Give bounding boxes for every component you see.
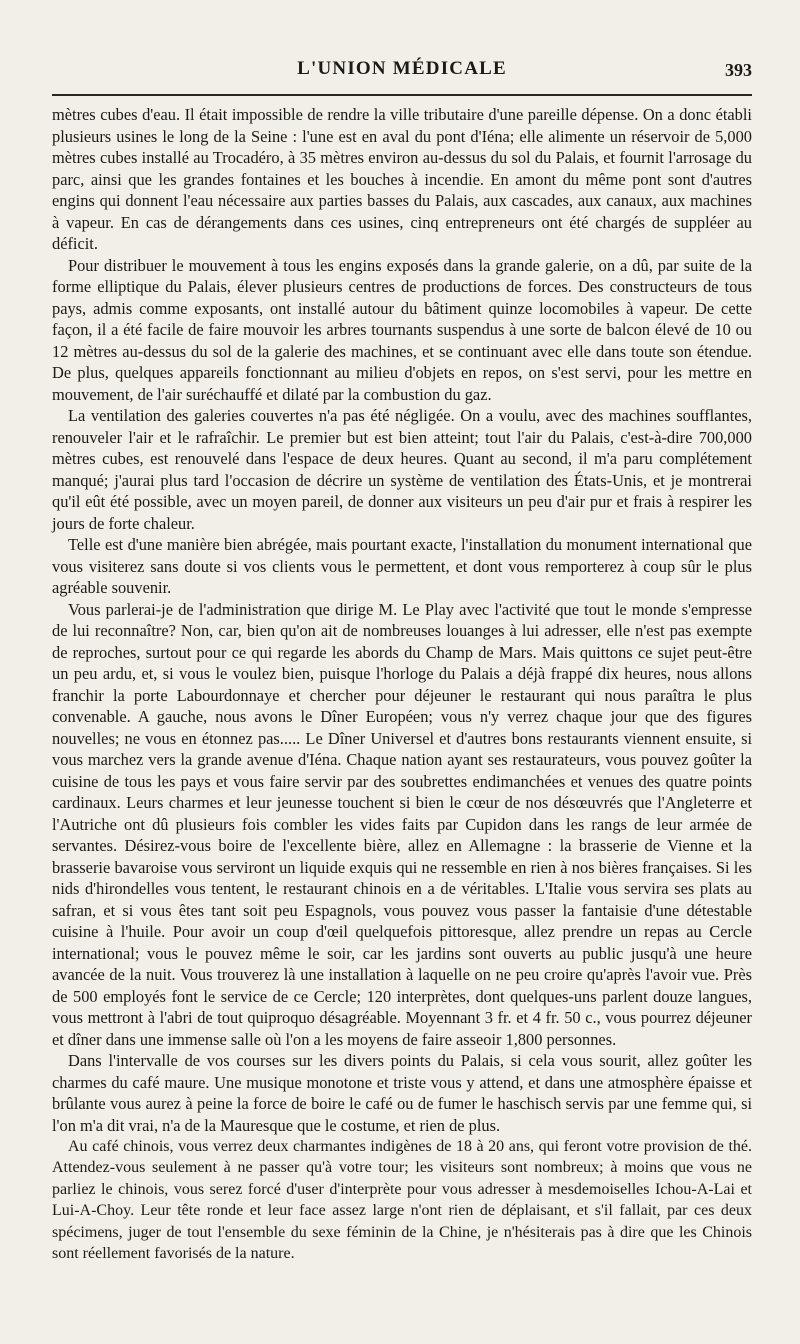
running-title: L'UNION MÉDICALE	[297, 58, 507, 79]
running-head	[52, 58, 752, 86]
header-rule	[52, 94, 752, 96]
paragraph-water-supply: mètres cubes d'eau. Il était impossible de rendre la ville tributaire d'une pareille dépense. On a donc établi plusieurs usines le long de la Seine : l'une est en aval du pont d'Iéna; elle alimente un réservoir de 5,000 mètres cubes installé au Trocadéro, à 35 mètres environ au-dessus du sol du Palais, et fournit l'arrosage du parc, ainsi que les grandes fontaines et les bouches à incendie. En amont du même pont sont d'autres engins qui donnent l'eau nécessaire aux parties basses du Palais, aux cascades, aux canaux, aux machines à vapeur. En cas de dérangements dans ces usines, cinq entrepreneurs ont été chargés de suppléer au déficit.	[52, 105, 752, 253]
paragraph-summary: Telle est d'une manière bien abrégée, mais pourtant exacte, l'installation du monument international que vous visiterez sans doute si vos clients vous le permettent, et dont vous remporterez à coup sûr le plus agréable souvenir.	[52, 535, 752, 597]
paragraph-power-distribution: Pour distribuer le mouvement à tous les engins exposés dans la grande galerie, on a dû, par suite de la forme elliptique du Palais, élever plusieurs centres de productions de forces. Des constructeurs de tous pays, admis comme exposants, ont installé autour du bâtiment quinze locomobiles à vapeur. De cette façon, il a été facile de faire mouvoir les arbres tournants suspendus à une sorte de balcon élevé de 10 ou 12 mètres au-dessus du sol de la galerie des machines, et se continuant avec elle dans toute son étendue. De plus, quelques appareils fonctionnant au milieu d'objets en repos, on s'est servi, pour les mettre en mouvement, de l'air suréchauffé et dilaté par la combustion du gaz.	[52, 255, 752, 404]
paragraph-restaurants: Vous parlerai-je de l'administration que dirige M. Le Play avec l'activité que tout le monde s'empresse de lui reconnaître? Non, car, bien qu'on ait de nombreuses louanges à lui adresser, elle n'est pas exempte de reproches, surtout pour ce qui regarde les abords du Champ de Mars. Mais quittons ce sujet peut-être un peu ardu, et, si vous le voulez bien, puisque l'horloge du Palais a déjà frappé dix heures, nous allons franchir la porte Labourdonnaye et chercher pour déjeuner le restaurant qui nous paraîtra le plus convenable. A gauche, nous avons le Dîner Européen; vous n'y verrez chaque jour que des figures nouvelles; ne vous en étonnez pas..... Le Dîner Universel et d'autres bons restaurants viennent ensuite, si vous marchez vers la grande avenue d'Iéna. Chaque nation ayant ses restaurateurs, vous pouvez goûter la cuisine de tous les pays et vous faire servir par des soubrettes endimanchées et venues des quatre points cardinaux. Leurs charmes et leur jeunesse touchent si bien le cœur de nos désœuvrés que l'Angleterre et l'Autriche ont dû plusieurs fois combler les vides faits par Cupidon dans les rangs de leur armée de servantes. Désirez-vous boire de l'excellente bière, allez en Allemagne : la brasserie de Vienne et la brasserie bavaroise vous serviront un liquide exquis qui ne ressemble en rien à nos bières françaises. Si les nids d'hirondelles vous tentent, le restaurant chinois en a de véritables. L'Italie vous servira ses plats au safran, et si vous êtes tant soit peu Espagnols, vous pouvez vous passer la fantaisie d'une détestable cuisine à l'huile. Pour avoir un coup d'œil quelquefois pittoresque, allez prendre un repas au Cercle international; vous le pouvez même le soir, car les jardins sont ouverts au public jusqu'à une heure avancée de la nuit. Vous trouverez là une installation à laquelle on ne peu croire qu'après l'avoir vue. Près de 500 employés font le service de ce Cercle; 120 interprètes, dont quelques-uns parlent douze langues, vous mettront à l'abri de tout quiproquo désagréable. Moyennant 3 fr. et 4 fr. 50 c., vous pourrez déjeuner et dîner dans une immense salle où l'on a les moyens de faire asseoir 1,800 personnes.	[52, 599, 752, 1049]
body-text	[52, 104, 752, 1304]
paragraph-moorish-cafe: Dans l'intervalle de vos courses sur les divers points du Palais, si cela vous sourit, allez goûter les charmes du café maure. Une musique monotone et triste vous y attend, et dans une atmosphère épaisse et brûlante vous aurez à peine la force de boire le café ou de fumer le haschisch servis par une femme qui, si l'on m'a dit vrai, n'a de la Mauresque que le costume, et rien de plus.	[52, 1051, 752, 1135]
paragraph-ventilation: La ventilation des galeries couvertes n'a pas été négligée. On a voulu, avec des machines soufflantes, renouveler l'air et le rafraîchir. Le premier but est bien atteint; tout l'air du Palais, c'est-à-dire 700,000 mètres cubes, est renouvelé dans l'espace de deux heures. Quant au second, il m'a paru complétement manqué; j'aurai plus tard l'occasion de décrire un système de ventilation des États-Unis, et je montrerai qu'il eût été possible, avec un moyen pareil, de donner aux visiteurs un peu d'air pur et frais à respirer les jours de forte chaleur.	[52, 406, 752, 533]
paragraph-chinese-cafe: Au café chinois, vous verrez deux charmantes indigènes de 18 à 20 ans, qui feront votre provision de thé. Attendez-vous seulement à ne passer qu'à votre tour; les visiteurs sont nombreux; à moins que vous ne parliez le chinois, vous serez forcé d'user d'interprète pour vous adresser à mesdemoiselles Ichou-A-Lai et Lui-A-Choy. Leur tête ronde et leur face assez large n'ont rien de déplaisant, et s'il fallait, par ces deux spécimens, juger de tout l'ensemble du sexe féminin de la Chine, je n'hésiterais pas à dire que les Chinois sont réellement favorisés de la nature.	[52, 1138, 752, 1263]
page-number: 393	[725, 60, 752, 80]
